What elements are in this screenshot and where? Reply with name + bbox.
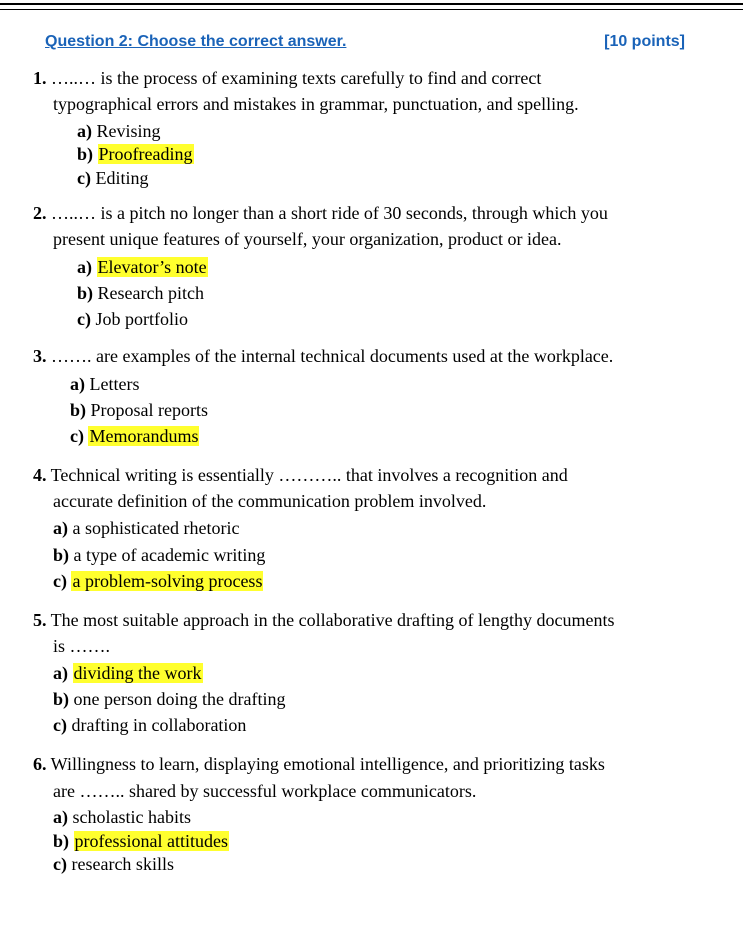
option-letter: b) [77,144,94,164]
question-text-line1: Willingness to learn, displaying emotional intelligence, and prioritizing tasks [46,754,605,774]
option-text: a type of academic writing [73,545,266,565]
question-stem [33,607,615,633]
question-text-line1: …..… is a pitch no longer than a short ride of 30 seconds, through which you [46,203,608,223]
section-header [45,33,685,55]
option-text: scholastic habits [72,807,191,827]
option-letter: a) [53,807,68,827]
question-text-line2: accurate definition of the communication problem involved. [53,491,487,511]
question-number: 5. [33,610,47,630]
option-text: a sophisticated rhetoric [72,518,240,538]
question-text-line2: are …….. shared by successful workplace communicators. [53,781,477,801]
option-text: Revising [96,121,161,141]
points-label: [10 points] [604,33,685,50]
question-text-line2: typographical errors and mistakes in grammar, punctuation, and spelling. [53,94,579,114]
option-letter: c) [70,426,84,446]
answer-option [53,714,246,737]
correct-answer-highlight: a problem-solving process [72,571,263,591]
answer-option [53,570,263,593]
question-number: 2. [33,203,47,223]
option-letter: a) [70,374,85,394]
top-rule-thin [0,9,743,10]
option-text: one person doing the drafting [73,689,286,709]
answer-option [53,806,191,829]
correct-answer-highlight: dividing the work [73,663,202,683]
option-text: Proposal reports [90,400,208,420]
answer-option [77,308,188,331]
answer-option [53,544,265,567]
answer-option [53,853,174,876]
answer-option [53,662,203,685]
option-letter: c) [77,309,91,329]
option-letter: b) [77,283,94,303]
answer-option [77,256,208,279]
section-title: Question 2: Choose the correct answer. [45,33,347,50]
answer-option [70,373,139,396]
option-letter: b) [53,689,70,709]
answer-option [70,425,199,448]
question-text-line2: is ……. [53,636,111,656]
correct-answer-highlight: Elevator’s note [97,257,207,277]
option-text: Editing [95,168,149,188]
option-letter: b) [53,831,70,851]
answer-option [53,517,239,540]
option-letter: a) [53,663,68,683]
correct-answer-highlight: professional attitudes [74,831,228,851]
question-stem [33,65,541,91]
question-number: 4. [33,465,47,485]
option-text: Research pitch [97,283,204,303]
question-stem [33,751,605,777]
correct-answer-highlight: Memorandums [89,426,199,446]
answer-option [53,830,229,853]
option-letter: b) [53,545,70,565]
question-number: 3. [33,346,47,366]
option-text: Letters [89,374,140,394]
question-text-line1: Technical writing is essentially ……….. that involves a recognition and [46,465,568,485]
option-letter: a) [77,121,92,141]
question-text-line1: …..… is the process of examining texts carefully to find and correct [46,68,542,88]
option-letter: c) [53,715,67,735]
correct-answer-highlight: Proofreading [98,144,193,164]
question-stem [33,462,568,488]
question-text-line2: present unique features of yourself, your organization, product or idea. [53,229,562,249]
option-letter: c) [53,571,67,591]
option-text: research skills [71,854,174,874]
option-letter: a) [77,257,92,277]
answer-option [77,143,194,166]
question-stem [33,343,613,369]
answer-option [53,688,285,711]
option-letter: c) [53,854,67,874]
option-text: drafting in collaboration [71,715,247,735]
option-text: Job portfolio [95,309,188,329]
answer-option [77,167,148,190]
question-text-line1: ……. are examples of the internal technical documents used at the workplace. [46,346,614,366]
option-letter: a) [53,518,68,538]
top-rule [0,3,743,5]
question-number: 1. [33,68,47,88]
answer-option [70,399,208,422]
question-stem [33,200,608,226]
option-letter: c) [77,168,91,188]
answer-option [77,120,161,143]
question-number: 6. [33,754,47,774]
question-text-line1: The most suitable approach in the collaborative drafting of lengthy documents [46,610,615,630]
answer-option [77,282,204,305]
option-letter: b) [70,400,87,420]
